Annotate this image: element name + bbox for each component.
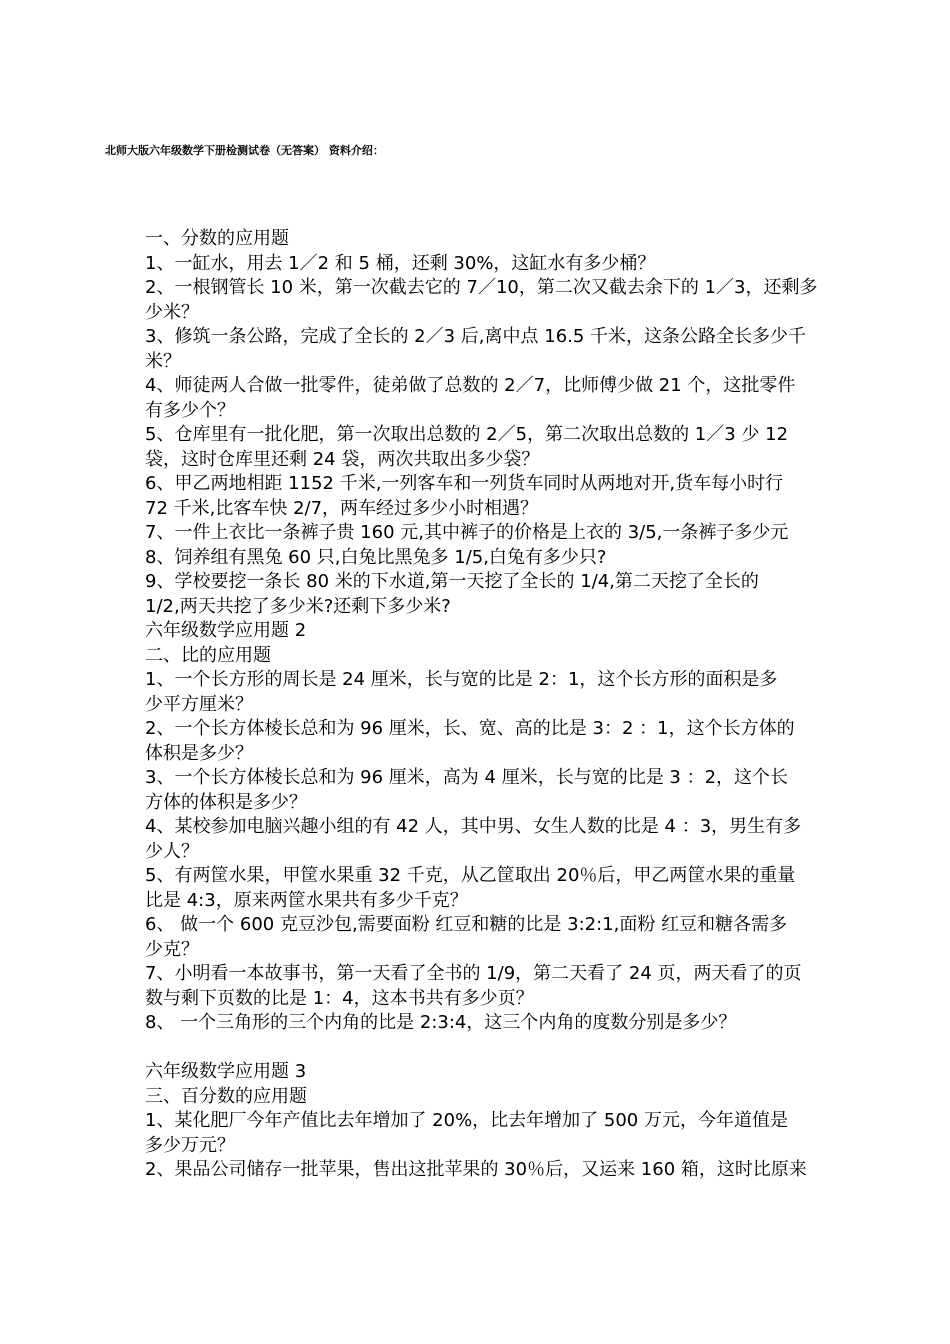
section-title: 二、比的应用题 (145, 644, 271, 666)
problem-line: 3、一个长方体棱长总和为 96 厘米，高为 4 厘米，长与宽的比是 3 ：2，这个长 (145, 767, 789, 788)
problem-line: 4、师徒两人合做一批零件，徒弟做了总数的 2／7，比师傅少做 21 个，这批零件 (145, 375, 796, 396)
problem-line: 1、一缸水，用去 1／2 和 5 桶，还剩 30%，这缸水有多少桶？ (145, 252, 656, 274)
problem-line: 4、某校参加电脑兴趣小组的有 42 人，其中男、女生人数的比是 4 ：3，男生有多 (145, 816, 802, 837)
problem-line: 1/2,两天共挖了多少米?还剩下多少米? (145, 595, 451, 617)
problem-line: 7、小明看一本故事书，第一天看了全书的 1/9，第二天看了 24 页，两天看了的页 (145, 963, 802, 984)
problem-line: 6、甲乙两地相距 1152 千米,一列客车和一列货车同时从两地对开,货车每小时行 (145, 473, 784, 494)
problem-line: 1、一个长方形的周长是 24 厘米，长与宽的比是 2：1，这个长方形的面积是多 (145, 669, 778, 690)
problem-line: 7、一件上衣比一条裤子贵 160 元,其中裤子的价格是上衣的 3/5,一条裤子多少元 (145, 522, 789, 543)
problem-line: 多少万元？ (145, 1134, 235, 1156)
problem-line: 少人？ (145, 840, 199, 862)
section-title: 一、分数的应用题 (145, 228, 289, 249)
problem-line: 袋，这时仓库里还剩 24 袋，两次共取出多少袋？ (145, 448, 540, 470)
problem-line: 方体的体积是多少？ (145, 791, 307, 813)
problem-line: 比是 4:3，原来两筐水果共有多少千克？ (145, 889, 468, 911)
problem-line: 5、有两筐水果，甲筐水果重 32 千克，从乙筐取出 20％后，甲乙两筐水果的重量 (145, 865, 796, 886)
problem-line: 3、修筑一条公路，完成了全长的 2／3 后,离中点 16.5 千米，这条公路全长多少千 (145, 326, 807, 347)
section-title: 三、百分数的应用题 (145, 1085, 307, 1107)
problem-line: 8、饲养组有黑兔 60 只,白兔比黑兔多 1/5,白兔有多少只? (145, 546, 607, 568)
document-body (145, 227, 818, 1183)
problem-line: 有多少个？ (145, 399, 235, 421)
problem-line: 体积是多少？ (145, 742, 253, 764)
problem-line: 9、学校要挖一条长 80 米的下水道,第一天挖了全长的 1/4,第二天挖了全长的 (145, 571, 759, 592)
section-heading: 六年级数学应用题 3 (145, 1061, 307, 1082)
problem-line: 米？ (145, 350, 181, 372)
section-heading: 六年级数学应用题 2 (145, 620, 307, 641)
problem-line: 少米？ (145, 301, 199, 323)
problem-line: 少克？ (145, 938, 199, 960)
problem-line: 数与剩下页数的比是 1：4，这本书共有多少页？ (145, 987, 534, 1009)
blank-line (145, 1036, 815, 1061)
problem-line: 72 千米,比客车快 2/7，两车经过多少小时相遇？ (145, 497, 539, 519)
problem-line: 少平方厘米？ (145, 693, 253, 715)
problem-line: 2、一根钢管长 10 米，第一次截去它的 7／10，第二次又截去余下的 1／3，还剩多 (145, 277, 818, 298)
problem-line: 6、 做一个 600 克豆沙包,需要面粉 红豆和糖的比是 3:2:1,面粉 红豆和糖各需多 (145, 914, 788, 935)
document-header: 北师大版六年级数学下册检测试卷（无答案） 资料介绍： (105, 144, 384, 157)
problem-line: 1、某化肥厂今年产值比去年增加了 20%，比去年增加了 500 万元，今年道值是 (145, 1110, 788, 1131)
problem-line: 8、 一个三角形的三个内角的比是 2:3:4，这三个内角的度数分别是多少？ (145, 1012, 737, 1033)
problem-line: 2、一个长方体棱长总和为 96 厘米，长、宽、高的比是 3：2 ：1，这个长方体的 (145, 718, 795, 739)
problem-line: 2、果品公司储存一批苹果，售出这批苹果的 30％后，又运来 160 箱，这时比原来 (145, 1159, 807, 1180)
problem-line: 5、仓库里有一批化肥，第一次取出总数的 2／5，第二次取出总数的 1／3 少 12 (145, 424, 789, 445)
